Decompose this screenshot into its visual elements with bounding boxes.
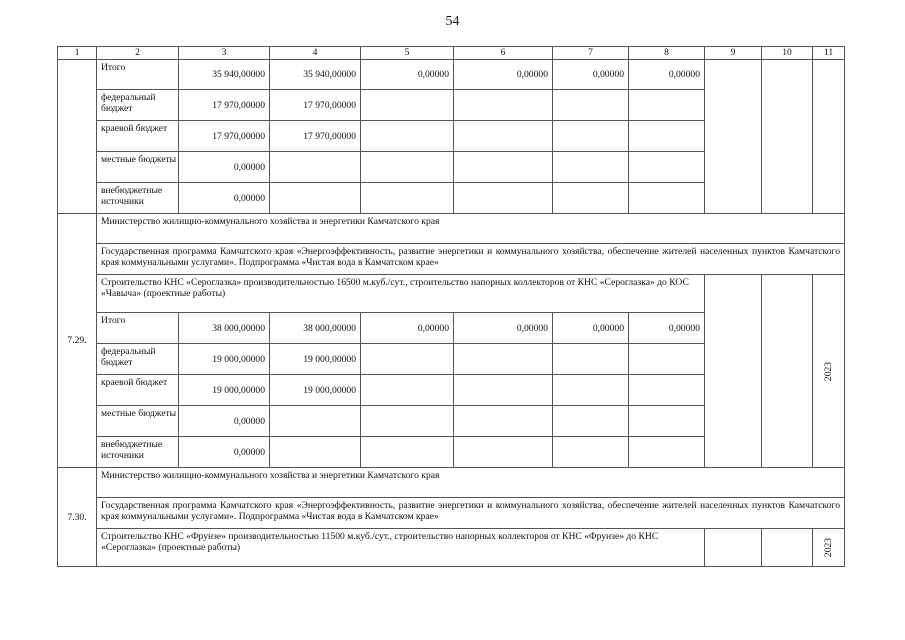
table-row (58, 244, 845, 275)
row-label: краевой бюджет (97, 121, 179, 152)
value-cell: 0,00000 (629, 60, 705, 90)
value-cell: 17 970,00000 (179, 90, 270, 121)
header-cell: 1 (58, 47, 97, 60)
value-cell: 19 000,00000 (179, 344, 270, 375)
ministry-name: Министерство жилищно-коммунального хозяйства и энергетики Камчатского края (97, 214, 845, 244)
value-cell: 38 000,00000 (179, 313, 270, 344)
header-cell: 7 (553, 47, 629, 60)
page-number: 54 (445, 14, 460, 29)
value-cell: 19 000,00000 (179, 375, 270, 406)
value-cell: 0,00000 (553, 60, 629, 90)
header-cell: 3 (179, 47, 270, 60)
program-name: Государственная программа Камчатского края «Энергоэффективность, развитие энергетики и коммунального хозяйства, обеспечение жителей населенных пунктов Камчатского края коммунальными услугами». Подпрограмма «Чистая вода в Камчатском крае» (97, 244, 845, 275)
header-cell: 5 (361, 47, 454, 60)
value-cell: 35 940,00000 (179, 60, 270, 90)
row-label: внебюджетные источники (97, 437, 179, 468)
table-row (58, 498, 845, 529)
empty-cell (762, 60, 813, 214)
empty-cell (705, 275, 762, 468)
header-cell: 10 (762, 47, 813, 60)
row-label: Итого (97, 60, 179, 90)
table-row (58, 60, 845, 90)
project-name: Строительство КНС «Сероглазка» производительностью 16500 м.куб./сут., строительство напорных коллекторов от КНС «Сероглазка» до КОС «Чавыча» (проектные работы) (97, 275, 705, 313)
value-cell: 0,00000 (179, 183, 270, 214)
header-cell: 6 (454, 47, 553, 60)
header-cell: 8 (629, 47, 705, 60)
header-cell: 2 (97, 47, 179, 60)
row-label: Итого (97, 313, 179, 344)
empty-cell (705, 529, 762, 567)
row-label: федеральный бюджет (97, 90, 179, 121)
year-cell (813, 529, 845, 567)
value-cell: 0,00000 (179, 152, 270, 183)
table-row (58, 214, 845, 244)
row-label: краевой бюджет (97, 375, 179, 406)
row-label: местные бюджеты (97, 406, 179, 437)
header-row (58, 47, 845, 60)
value-cell: 0,00000 (179, 437, 270, 468)
value-cell: 19 000,00000 (270, 375, 361, 406)
value-cell: 0,00000 (361, 60, 454, 90)
item-index: 7.30. (58, 468, 97, 567)
header-cell: 9 (705, 47, 762, 60)
value-cell: 0,00000 (361, 313, 454, 344)
year-text: 2023 (823, 361, 834, 381)
empty-cell (705, 60, 762, 214)
value-cell: 17 970,00000 (270, 121, 361, 152)
value-cell: 0,00000 (179, 406, 270, 437)
row-label: внебюджетные источники (97, 183, 179, 214)
ministry-name: Министерство жилищно-коммунального хозяйства и энергетики Камчатского края (97, 468, 845, 498)
value-cell: 38 000,00000 (270, 313, 361, 344)
empty-cell (762, 529, 813, 567)
budget-table (57, 46, 845, 567)
header-cell: 11 (813, 47, 845, 60)
table-row (58, 529, 845, 567)
value-cell: 19 000,00000 (270, 344, 361, 375)
value-cell: 0,00000 (454, 60, 553, 90)
value-cell: 0,00000 (629, 313, 705, 344)
project-name: Строительство КНС «Фрунзе» производительностью 11500 м.куб./сут., строительство напорных коллекторов от КНС «Фрунзе» до КНС «Сероглазка» (проектные работы) (97, 529, 705, 567)
table-row (58, 468, 845, 498)
year-text: 2023 (823, 537, 834, 558)
program-name: Государственная программа Камчатского края «Энергоэффективность, развитие энергетики и коммунального хозяйства, обеспечение жителей населенных пунктов Камчатского края коммунальными услугами». Подпрограмма «Чистая вода в Камчатском крае» (97, 498, 845, 529)
value-cell: 17 970,00000 (270, 90, 361, 121)
table-row (58, 275, 845, 313)
row-label: федеральный бюджет (97, 344, 179, 375)
item-index: 7.29. (58, 214, 97, 468)
index-cell (58, 60, 97, 214)
year-cell (813, 275, 845, 468)
row-label: местные бюджеты (97, 152, 179, 183)
empty-cell (813, 60, 845, 214)
value-cell: 35 940,00000 (270, 60, 361, 90)
header-cell: 4 (270, 47, 361, 60)
value-cell: 17 970,00000 (179, 121, 270, 152)
value-cell: 0,00000 (553, 313, 629, 344)
empty-cell (762, 275, 813, 468)
value-cell: 0,00000 (454, 313, 553, 344)
